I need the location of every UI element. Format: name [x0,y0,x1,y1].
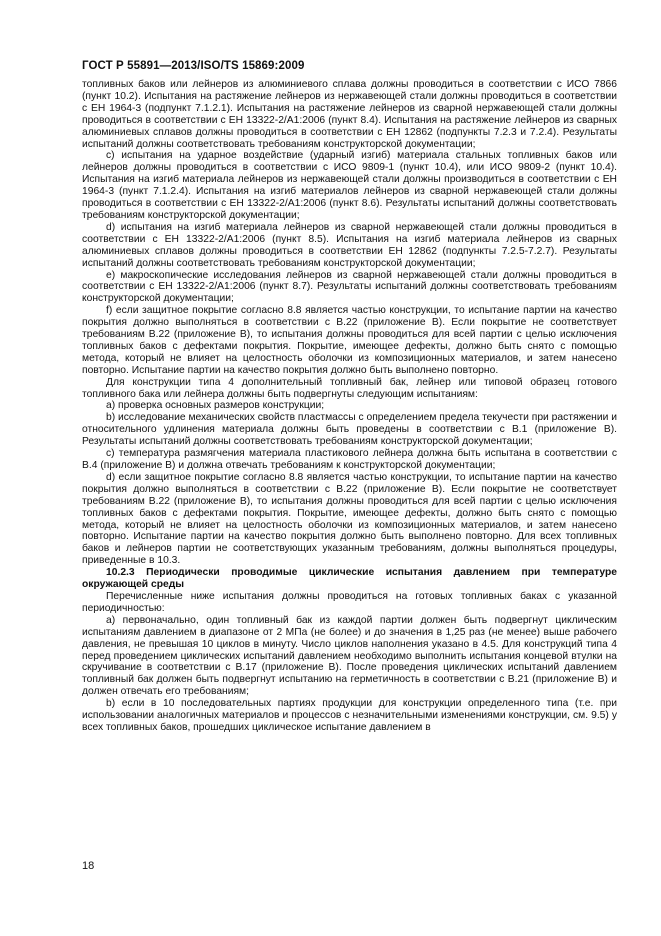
paragraph-item-c: с) испытания на ударное воздействие (ударный изгиб) материала стальных топливных баков или лейнеров должны проводиться в соответствии с ИСО 9809-1 (пункт 10.4), или ИСО 9809-2 (пункт 10.4). Испытания на изгиб материала лейнеров из нержавеющей стали должны производиться в соответствии с ЕН 1964-3 (пункт 7.1.2.4). Испытания на изгиб материалов лейнеров из сварной нержавеющей стали должны проводиться в соответствии с ЕН 13322-2/А1:2006 (пункт 8.6). Результаты испытаний должны соответствовать требованиям конструкторской документации; [82,150,617,221]
paragraph-type4-item-a: а) проверка основных размеров конструкции; [106,400,325,412]
paragraph-periodic-item-a: а) первоначально, один топливный бак из каждой партии должен быть подвергнут циклическим испытаниям давлением в диапазоне от 2 МПа (не более) и до значения в 1,25 раз (не менее) выше рабочего давления, не превышая 10 циклов в минуту. Число циклов наполнения указано в 4.5. Для конструкций типа 4 перед проведением циклических испытаний давлением необходимо выполнить испытания концевой втулки на скручивание в соответствии с В.17 (приложение В). После проведения циклических испытаний давлением топливный бак должен быть подвергнут испытанию на герметичность в соответствии с В.21 (приложение В) и должен отвечать его требованиям; [82,614,617,698]
paragraph-periodic-intro: Перечисленные ниже испытания должны проводиться на готовых топливных баках с указанной периодичностью: [82,590,617,614]
paragraph-type4-intro: Для конструкции типа 4 дополнительный топливный бак, лейнер или типовой образец готового топливного бака или лейнера должны быть подвергнуты следующим испытаниям: [82,376,617,400]
paragraph-item-f: f) если защитное покрытие согласно 8.8 является частью конструкции, то испытание партии на качество покрытия должно выполняться в соответствии с В.22 (приложение В). Если покрытие не соответствует требованиям В.22 (приложение В), то испытания должны проводиться для всей партии с целью исключения топливных баков с дефектами покрытия. Покрытие, имеющее дефекты, должно быть снято с помощью метода, который не влияет на целостность оболочки из композиционных материалов, и затем нанесено повторно. Испытание партии на качество покрытия должно быть выполнено повторно. [82,305,617,376]
paragraph-item-e: е) макроскопические исследования лейнеров из сварной нержавеющей стали должны проводиться в соответствии с ЕН 13322-2/А1:2006 (пункт 8.7). Результаты испытаний должны соответствовать требованиям конструкторской документации; [82,269,617,305]
paragraph-periodic-item-b: b) если в 10 последовательных партиях продукции для конструкции определенного типа (т.е. при использовании аналогичных материалов и процессов с незначительными изменениями конструкции, см. 9.5) у всех топливных баков, прошедших циклическое испытание давлением в [82,698,617,733]
paragraph-type4-item-b: b) исследование механических свойств пластмассы с определением предела текучести при растяжении и относительного удлинения материала должны быть проведены в соответствии с В.1 (приложение В). Результаты испытаний должны соответствовать требованиям конструкторской документации; [82,412,617,448]
section-heading-10-2-3: 10.2.3 Периодически проводимые циклические испытания давлением при температуре окружающей среды [82,567,617,591]
paragraph-continuation: топливных баков или лейнеров из алюминиевого сплава должны проводиться в соответствии с ИСО 7866 (пункт 10.2). Испытания на растяжение лейнеров из нержавеющей стали должны проводиться в соответствии с ЕН 1964-3 (подпункт 7.1.2.1). Испытания на растяжение лейнеров из сварной нержавеющей стали должны проводиться в соответствии с ЕН 13322-2/А1:2006 (пункт 8.4). Испытания на растяжение лейнеров из сварных алюминиевых сплавов должны проводиться в соответствии с ЕН 12862 (подпункты 7.2.3 и 7.2.4). Результаты испытаний должны соответствовать требованиям конструкторской документации; [82,79,617,150]
paragraph-type4-item-d: d) если защитное покрытие согласно 8.8 является частью конструкции, то испытание партии на качество покрытия должно выполняться в соответствии с В.22 (приложение В). Если покрытие не соответствует требованиям В.22 (приложение В), то испытания должны проводиться для всей партии с целью исключения топливных баков с дефектами покрытия. Покрытие, имеющее дефекты, должно быть снято с помощью метода, который не влияет на целостность оболочки из композиционных материалов, и затем нанесено повторно. Испытание партии на качество покрытия должно быть выполнено повторно. Для всех топливных баков и лейнеров партии не соответствующих указанным требованиям, должны выполняться процедуры, приведенные в 10.3. [82,471,617,567]
paragraph-item-d: d) испытания на изгиб материала лейнеров из сварной нержавеющей стали должны проводиться в соответствии с ЕН 13322-2/А1:2006 (пункт 8.5). Испытания на изгиб материала лейнеров из сварных алюминиевых сплавов должны проводиться в соответствии ЕН 12862 (подпункты 7.2.5-7.2.7). Результаты испытаний должны соответствовать требованиям конструкторской документации; [82,221,617,269]
paragraph-type4-item-c: с) температура размягчения материала пластикового лейнера должна быть испытана в соответствии с В.4 (приложение В) и должна отвечать требованиям к конструкторской документации; [82,448,617,471]
document-body [82,79,617,734]
page-number: 18 [82,860,95,872]
document-header: ГОСТ Р 55891—2013/ISO/TS 15869:2009 [82,60,305,72]
